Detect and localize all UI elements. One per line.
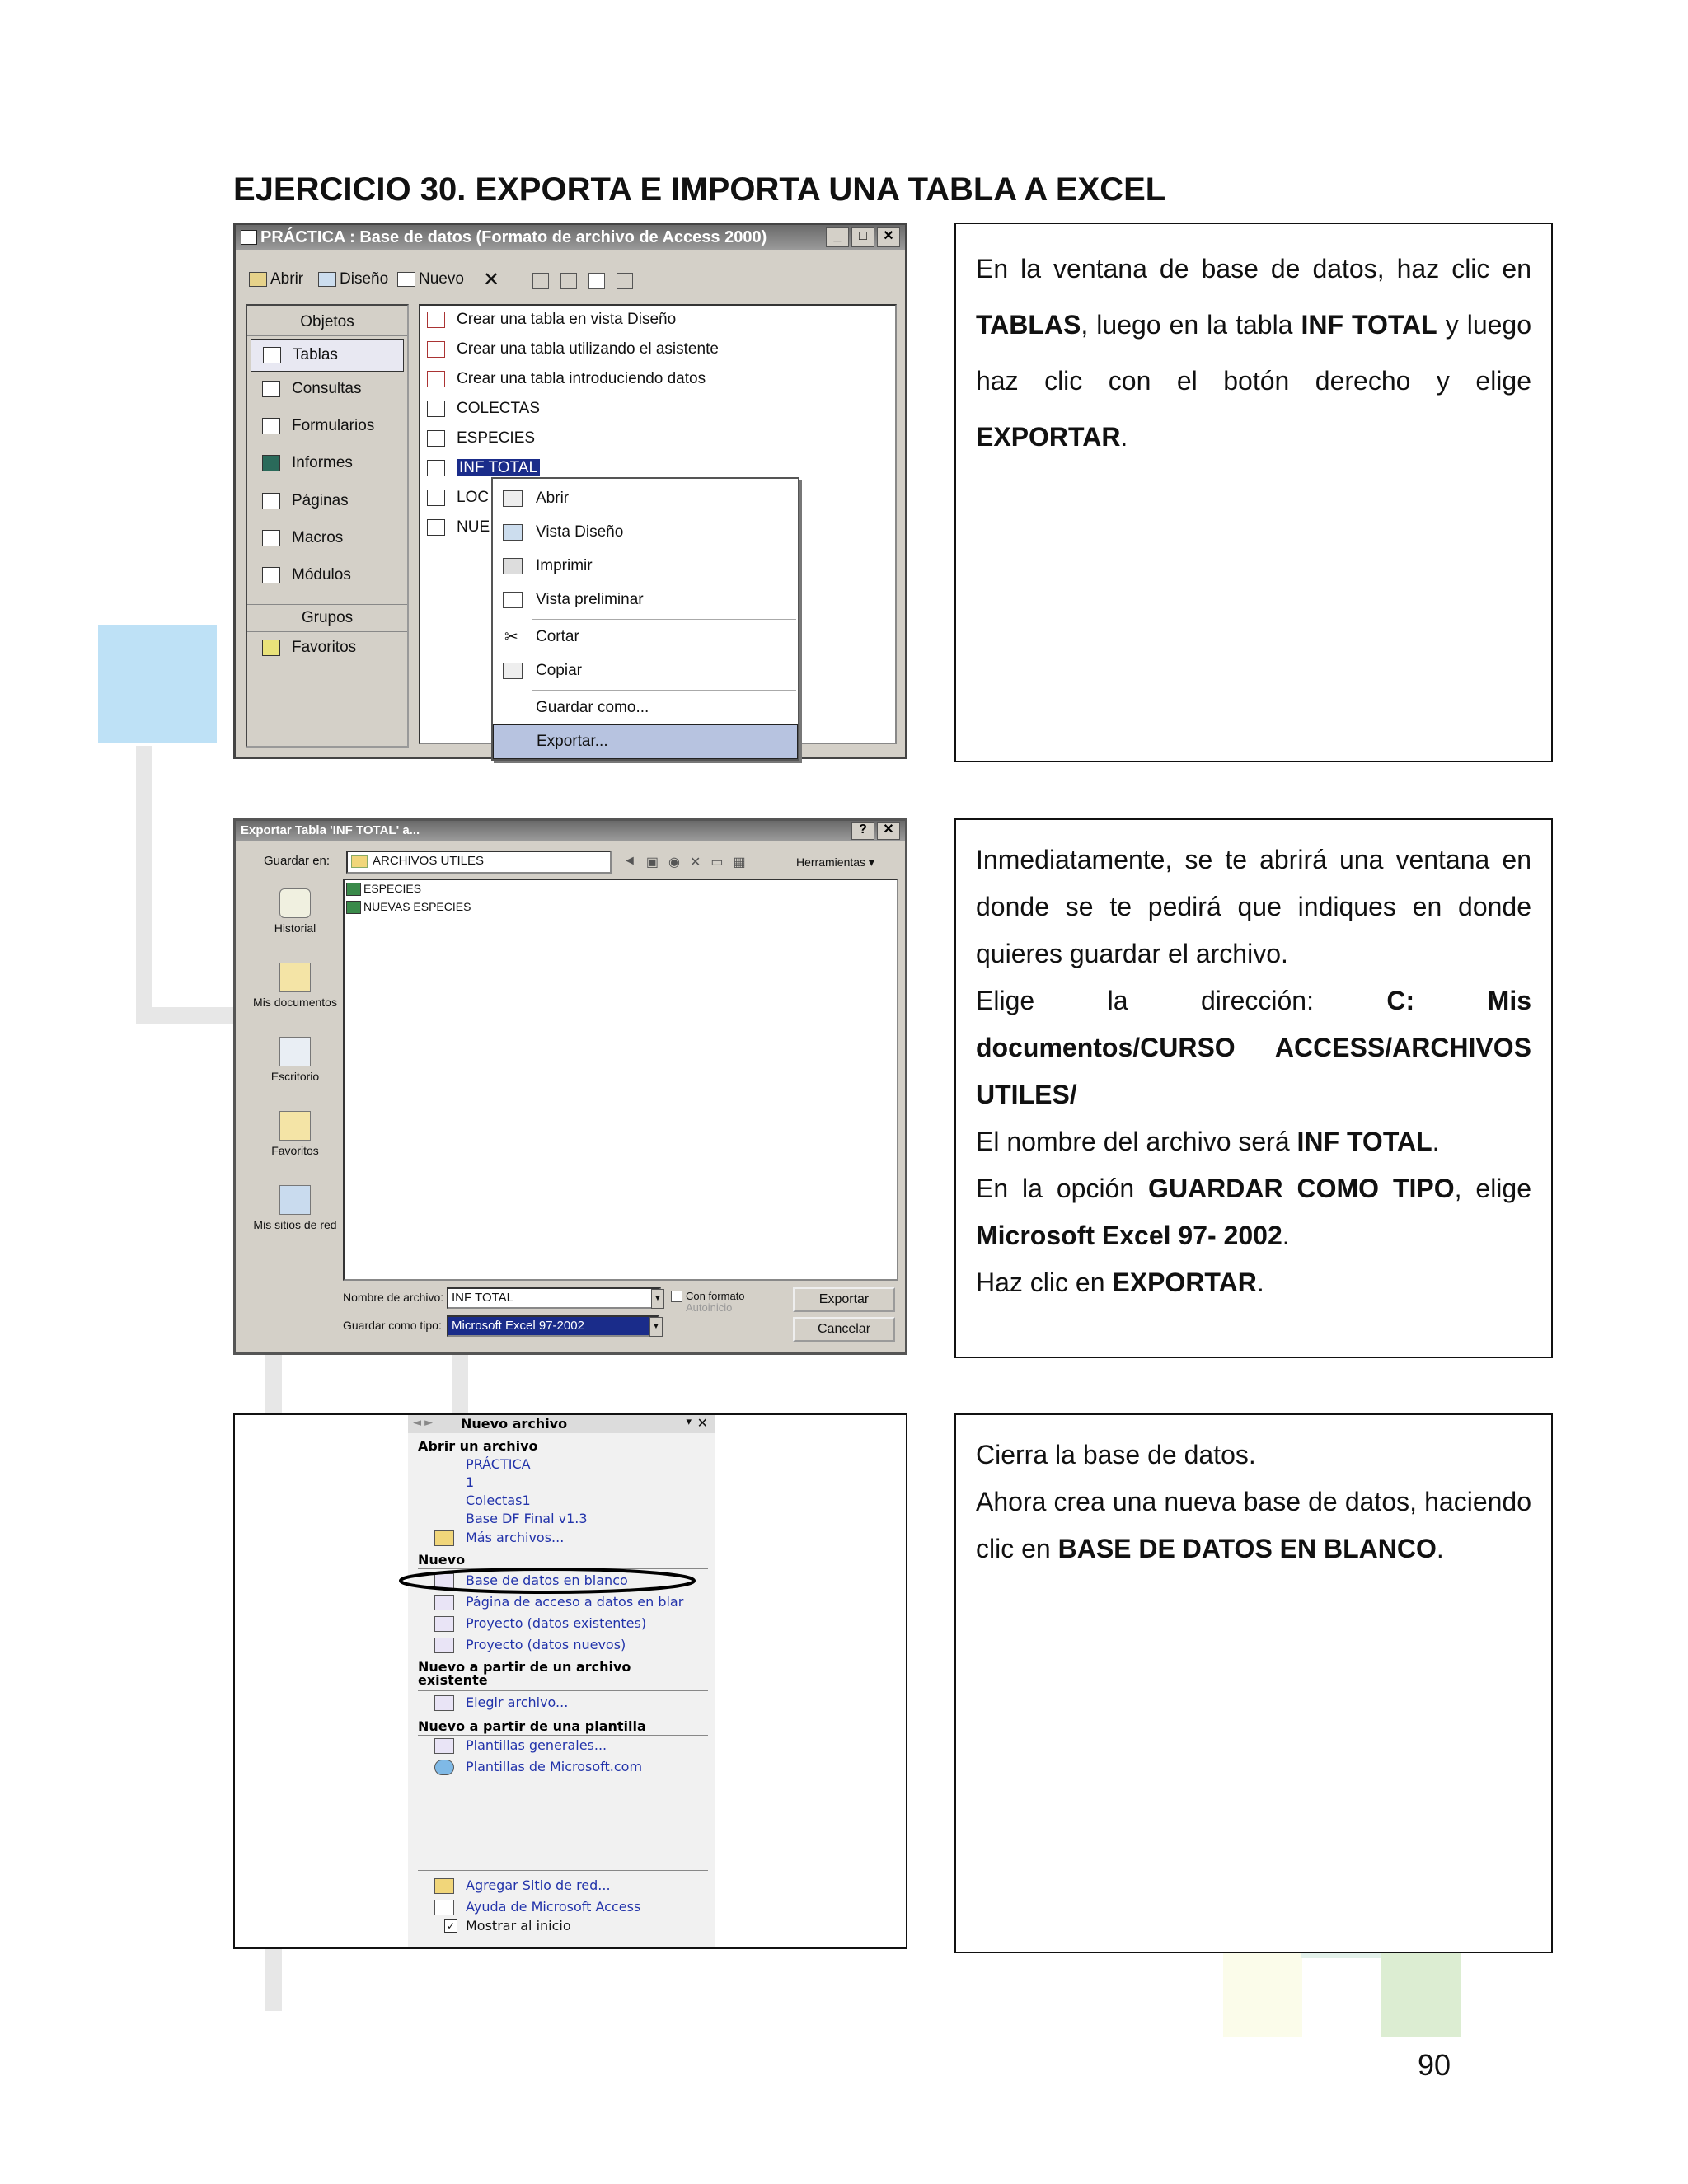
file-item[interactable]: ESPECIES <box>346 882 421 896</box>
open-toolbar-button[interactable]: Abrir <box>249 270 303 288</box>
new-header: Nuevo <box>418 1552 466 1568</box>
menu-item-copy[interactable]: Copiar <box>493 654 798 687</box>
datasheet-icon <box>427 371 445 387</box>
project-existing-icon <box>434 1616 454 1632</box>
format-checkbox[interactable]: Con formato Autoinicio <box>671 1291 745 1314</box>
objects-item-queries[interactable]: Consultas <box>262 380 362 398</box>
step2-line: Inmediatamente, se te abrirá una ventana en donde se te pedirá que indiques en donde quieres guardar el archivo. <box>976 845 1531 968</box>
network-icon <box>279 1185 311 1215</box>
project-new-icon <box>434 1638 454 1653</box>
access-database-window <box>233 223 907 759</box>
globe-icon <box>434 1760 454 1775</box>
dropdown-arrow-icon[interactable]: ▼ <box>651 1289 664 1309</box>
desktop-icon <box>279 1037 311 1066</box>
maximize-button[interactable]: □ <box>851 227 874 247</box>
views-icon[interactable]: ▦ <box>733 855 746 869</box>
close-button[interactable]: ✕ <box>877 822 900 840</box>
open-icon <box>249 272 267 287</box>
report-icon <box>262 455 280 471</box>
filename-label: Nombre de archivo: <box>343 1291 444 1304</box>
choose-file-link[interactable]: Elegir archivo... <box>466 1694 569 1710</box>
scissors-icon: ✂ <box>504 628 518 646</box>
from-existing-header: Nuevo a partir de un archivo existente <box>418 1659 631 1688</box>
decorative-grey-bar <box>136 1007 235 1024</box>
project-new-link[interactable]: Proyecto (datos nuevos) <box>466 1637 626 1652</box>
up-folder-icon[interactable]: ▣ <box>645 855 659 869</box>
groups-item-favorites[interactable]: Favoritos <box>262 639 356 657</box>
step2-instructions <box>954 818 1553 1358</box>
task-pane-title: Nuevo archivo <box>461 1416 568 1432</box>
table-icon <box>427 519 445 536</box>
dialog-titlebar <box>236 821 905 841</box>
menu-item-export[interactable]: Exportar... <box>493 724 798 759</box>
module-icon <box>262 567 280 583</box>
blank-database-link[interactable]: Base de datos en blanco <box>466 1572 628 1588</box>
dialog-title: Exportar Tabla 'INF TOTAL' a... <box>241 823 420 837</box>
cancel-button[interactable]: Cancelar <box>793 1317 895 1342</box>
type-dropdown[interactable]: Microsoft Excel 97-2002 <box>447 1315 659 1337</box>
view-toolbar <box>532 273 656 289</box>
list-item[interactable]: COLECTAS <box>427 400 540 418</box>
place-history[interactable]: Historial <box>244 888 346 935</box>
list-icon[interactable] <box>588 273 605 289</box>
data-access-page-link[interactable]: Página de acceso a datos en blar <box>466 1594 684 1610</box>
menu-item-open[interactable]: Abrir <box>493 482 798 515</box>
place-network[interactable]: Mis sitios de red <box>244 1185 346 1231</box>
new-folder-icon[interactable]: ▭ <box>710 855 724 869</box>
add-network-place-link[interactable]: Agregar Sitio de red... <box>466 1877 611 1893</box>
network-folder-icon <box>434 1878 454 1894</box>
templates-icon <box>434 1738 454 1754</box>
table-icon <box>427 460 445 476</box>
page-number: 90 <box>1418 2048 1451 2082</box>
decorative-grey-bar <box>452 1352 468 1418</box>
list-item[interactable]: Crear una tabla introduciendo datos <box>427 370 706 388</box>
objects-item-macros[interactable]: Macros <box>262 529 343 547</box>
list-item[interactable]: LOC <box>427 489 489 507</box>
menu-item-save-as[interactable]: Guardar como... <box>536 699 649 716</box>
objects-item-forms[interactable]: Formularios <box>262 417 374 435</box>
recent-file-link[interactable]: Base DF Final v1.3 <box>466 1511 588 1526</box>
menu-separator <box>532 690 796 691</box>
close-icon[interactable]: ✕ <box>696 1415 708 1431</box>
page-icon <box>262 493 280 509</box>
nav-arrows-icon[interactable]: ◄ ► <box>413 1417 434 1429</box>
delete-icon[interactable]: ✕ <box>689 855 701 869</box>
folder-icon <box>434 1530 454 1546</box>
from-template-header: Nuevo a partir de una plantilla <box>418 1718 646 1734</box>
step3-line: Cierra la base de datos. <box>976 1440 1256 1469</box>
new-icon <box>397 272 415 287</box>
microsoft-templates-link[interactable]: Plantillas de Microsoft.com <box>466 1759 643 1774</box>
filename-input[interactable]: INF TOTAL <box>447 1287 661 1309</box>
task-pane-header <box>408 1415 715 1433</box>
decorative-blue-square <box>98 625 217 743</box>
help-icon <box>434 1900 454 1915</box>
menu-item-print-preview[interactable]: Vista preliminar <box>493 583 798 616</box>
menu-item-cut[interactable]: ✂ Cortar <box>493 621 798 654</box>
minimize-button[interactable]: _ <box>826 227 849 247</box>
access-help-link[interactable]: Ayuda de Microsoft Access <box>466 1899 641 1915</box>
excel-file-icon <box>346 883 361 896</box>
project-existing-link[interactable]: Proyecto (datos existentes) <box>466 1615 647 1631</box>
design-toolbar-button[interactable]: Diseño <box>318 270 388 288</box>
objects-item-tables[interactable]: Tablas <box>251 339 404 372</box>
recent-file-link[interactable]: Colectas1 <box>466 1493 531 1508</box>
window-titlebar <box>236 225 905 250</box>
pane-menu-icon[interactable]: ▾ <box>686 1416 692 1428</box>
highlight-ellipse <box>396 1565 701 1598</box>
table-icon <box>263 347 281 363</box>
objects-item-pages[interactable]: Páginas <box>262 492 349 510</box>
design-icon <box>503 524 523 541</box>
copy-icon <box>503 663 523 679</box>
list-item[interactable]: Crear una tabla en vista Diseño <box>427 311 676 329</box>
type-label: Guardar como tipo: <box>343 1319 442 1332</box>
excel-file-icon <box>346 901 361 914</box>
recent-file-link[interactable]: PRÁCTICA <box>466 1456 531 1472</box>
design-icon <box>318 272 336 287</box>
step1-instructions <box>954 223 1553 762</box>
file-list <box>343 879 898 1281</box>
step2-line: Haz clic en EXPORTAR. <box>976 1268 1264 1297</box>
step2-line: El nombre del archivo será INF TOTAL. <box>976 1127 1440 1156</box>
step3-line: Ahora crea una nueva base de datos, haciendo clic en BASE DE DATOS EN BLANCO. <box>976 1487 1531 1563</box>
macro-icon <box>262 530 280 546</box>
export-dialog <box>233 818 907 1355</box>
list-item[interactable]: Crear una tabla utilizando el asistente <box>427 340 719 359</box>
export-button[interactable]: Exportar <box>793 1287 895 1312</box>
delete-icon[interactable]: ✕ <box>483 269 500 291</box>
recent-file-link[interactable]: 1 <box>466 1474 475 1490</box>
favorites-folder-icon <box>279 1111 311 1141</box>
place-my-documents[interactable]: Mis documentos <box>244 963 346 1009</box>
favorites-icon <box>262 640 280 656</box>
divider <box>418 1870 708 1871</box>
new-file-task-pane <box>408 1415 715 1947</box>
query-icon <box>262 381 280 397</box>
page-title: EJERCICIO 30. EXPORTA E IMPORTA UNA TABLA A EXCEL <box>233 171 1166 208</box>
objects-item-reports[interactable]: Informes <box>262 454 353 472</box>
close-button[interactable]: ✕ <box>877 227 900 247</box>
details-icon[interactable] <box>617 273 633 289</box>
decorative-grey-bar <box>136 746 152 1022</box>
large-icons-icon[interactable] <box>532 273 549 289</box>
groups-header[interactable]: Grupos <box>247 604 407 632</box>
table-icon <box>427 430 445 447</box>
folder-icon <box>351 855 368 868</box>
wizard-icon <box>427 341 445 358</box>
table-icon <box>427 401 445 417</box>
show-at-startup-label: Mostrar al inicio <box>466 1918 571 1933</box>
list-item[interactable]: ESPECIES <box>427 429 535 448</box>
step3-instructions <box>954 1413 1553 1953</box>
open-icon <box>503 490 523 507</box>
general-templates-link[interactable]: Plantillas generales... <box>466 1737 607 1753</box>
print-icon <box>503 558 523 574</box>
objects-bar <box>246 304 409 748</box>
step1-paragraph: En la ventana de base de datos, haz clic en TABLAS, luego en la tabla INF TOTAL y luego haz clic con el botón derecho y elige EXPORTAR. <box>976 254 1531 452</box>
dropdown-arrow-icon[interactable]: ▼ <box>649 1317 663 1337</box>
menu-item-print[interactable]: Imprimir <box>493 550 798 583</box>
my-documents-icon <box>279 963 311 992</box>
list-item[interactable]: NUE <box>427 518 490 537</box>
choose-file-icon <box>434 1695 454 1711</box>
decorative-green-square <box>1381 1952 1461 2037</box>
database-icon <box>241 230 257 245</box>
form-icon <box>262 418 280 434</box>
step2-line: En la opción GUARDAR COMO TIPO, elige Microsoft Excel 97- 2002. <box>976 1174 1532 1250</box>
more-files-link[interactable]: Más archivos... <box>466 1530 565 1545</box>
save-in-dropdown[interactable]: ARCHIVOS UTILES <box>346 851 612 874</box>
menu-separator <box>532 619 796 620</box>
new-toolbar-button[interactable]: Nuevo <box>397 270 464 288</box>
new-file-task-pane-shot <box>233 1413 907 1949</box>
dialog-toolbar <box>623 854 746 870</box>
objects-item-modules[interactable]: Módulos <box>262 566 351 584</box>
step2-line: Elige la dirección: C: Mis documentos/CURSO ACCESS/ARCHIVOS UTILES/ <box>976 986 1531 1109</box>
places-bar <box>244 880 346 1276</box>
search-web-icon[interactable]: ◉ <box>668 855 680 869</box>
window-title: PRÁCTICA : Base de datos (Formato de archivo de Access 2000) <box>260 228 767 246</box>
help-button[interactable]: ? <box>851 822 874 840</box>
preview-icon <box>503 592 523 608</box>
small-icons-icon[interactable] <box>560 273 577 289</box>
back-icon[interactable]: ◄ <box>623 854 636 868</box>
checkbox-checked-icon[interactable]: ✓ <box>444 1919 457 1933</box>
checkbox-icon <box>671 1291 682 1302</box>
history-icon <box>279 888 311 918</box>
decorative-yellow-square <box>1223 1952 1302 2037</box>
place-desktop[interactable]: Escritorio <box>244 1037 346 1083</box>
place-favorites[interactable]: Favoritos <box>244 1111 346 1157</box>
save-in-label: Guardar en: <box>264 854 331 868</box>
open-file-header: Abrir un archivo <box>418 1438 538 1454</box>
context-menu <box>491 477 799 761</box>
divider <box>418 1690 708 1691</box>
tools-menu[interactable]: Herramientas ▾ <box>796 855 874 869</box>
divider <box>418 1735 708 1736</box>
design-wizard-icon <box>427 312 445 328</box>
table-icon <box>427 490 445 506</box>
list-item-selected[interactable]: INF TOTAL <box>427 459 540 477</box>
menu-item-design-view[interactable]: Vista Diseño <box>493 516 798 549</box>
file-item[interactable]: NUEVAS ESPECIES <box>346 900 471 914</box>
objects-header[interactable]: Objetos <box>247 309 407 336</box>
